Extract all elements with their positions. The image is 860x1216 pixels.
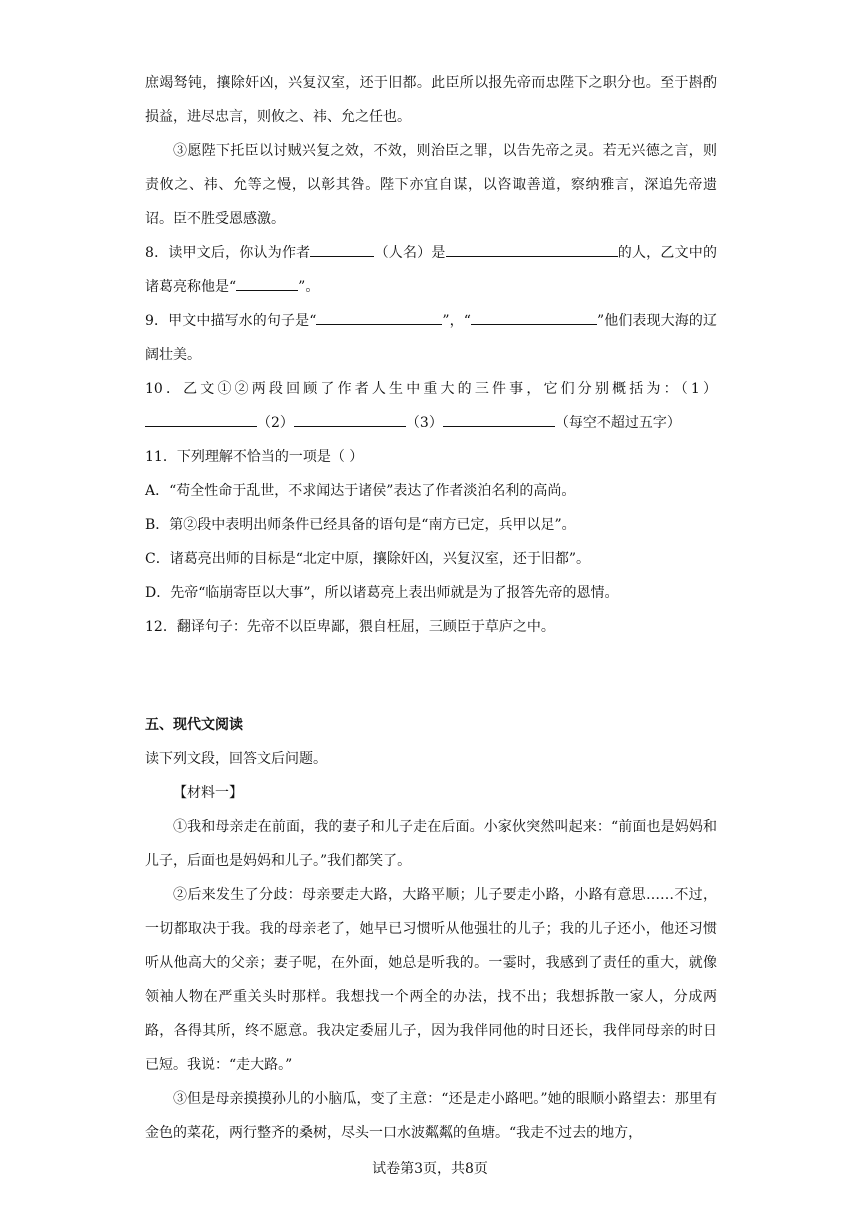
answer-blank[interactable] [310, 240, 374, 257]
page-content [145, 66, 717, 1150]
answer-blank[interactable] [316, 308, 442, 325]
passage-paragraph: 庶竭驽钝，攘除奸凶，兴复汉室，还于旧都。此臣所以报先帝而忠陛下之职分也。至于斟酌损益，进尽忠言，则攸之、祎、允之任也。 [145, 75, 717, 125]
answer-blank[interactable] [294, 410, 406, 427]
answer-blank[interactable] [446, 240, 618, 257]
answer-blank[interactable] [145, 410, 257, 427]
material-paragraph: ③但是母亲摸摸孙儿的小脑瓜，变了主意：“还是走小路吧。”她的眼顺小路望去：那里有金色的菜花，两行整齐的桑树，尽头一口水波粼粼的鱼塘。“我走不过去的地方， [145, 1091, 717, 1141]
section-title: 五、现代文阅读 [145, 717, 243, 733]
spacer [145, 644, 717, 708]
option-a[interactable]: A．“苟全性命于乱世，不求闻达于诸侯”表达了作者淡泊名利的高尚。 [145, 483, 576, 499]
option-d[interactable]: D．先帝“临崩寄臣以大事”，所以诸葛亮上表出师就是为了报答先帝的恩情。 [145, 585, 619, 601]
option-b[interactable]: B．第②段中表明出师条件已经具备的语句是“南方已定，兵甲以足”。 [145, 517, 576, 533]
passage-paragraph: ③愿陛下托臣以讨贼兴复之效，不效，则治臣之罪，以告先帝之灵。若无兴德之言，则责攸之、祎、允等之慢，以彰其咎。陛下亦宜自谋，以咨诹善道，察纳雅言，深追先帝遗诏。臣不胜受恩感激。 [145, 143, 717, 227]
answer-blank[interactable] [236, 274, 298, 291]
material-label: 【材料一】 [173, 785, 243, 801]
material-paragraph: ②后来发生了分歧：母亲要走大路，大路平顺；儿子要走小路，小路有意思……不过，一切都取决于我。我的母亲老了，她早已习惯听从他强壮的儿子；我的儿子还小，他还习惯听从他高大的父亲；妻子呢，在外面，她总是听我的。一霎时，我感到了责任的重大，就像领袖人物在严重关头时那样。我想找一个两全的办法，找不出；我想拆散一家人，分成两路，各得其所，终不愿意。我决定委屈儿子，因为我伴同他的时日还长，我伴同母亲的时日已短。我说：“走大路。” [145, 887, 717, 1073]
answer-blank[interactable] [443, 410, 555, 427]
material-paragraph: ①我和母亲走在前面，我的妻子和儿子走在后面。小家伙突然叫起来：“前面也是妈妈和儿子，后面也是妈妈和儿子。”我们都笑了。 [145, 819, 717, 869]
question-10: 10．乙文①②两段回顾了作者人生中重大的三件事，它们分别概括为：（1）（2） （3） （每空不超过五字） [145, 381, 717, 431]
question-8: 8．读甲文后，你认为作者 （人名）是 的人，乙文中的诸葛亮称他是“ ”。 [145, 236, 717, 304]
question-11-stem: 11．下列理解不恰当的一项是（ ） [145, 449, 364, 465]
question-12: 12．翻译句子：先帝不以臣卑鄙，猥自枉屈，三顾臣于草庐之中。 [145, 619, 555, 635]
option-c[interactable]: C．诸葛亮出师的目标是“北定中原，攘除奸凶，兴复汉室，还于旧都”。 [145, 551, 591, 567]
question-9: 9．甲文中描写水的句子是“ ”，“ ”他们表现大海的辽阔壮美。 [145, 304, 717, 372]
page-footer: 试卷第3页，共8页 [372, 1161, 488, 1177]
section-instruction: 读下列文段，回答文后问题。 [145, 751, 327, 767]
answer-blank[interactable] [471, 308, 597, 325]
